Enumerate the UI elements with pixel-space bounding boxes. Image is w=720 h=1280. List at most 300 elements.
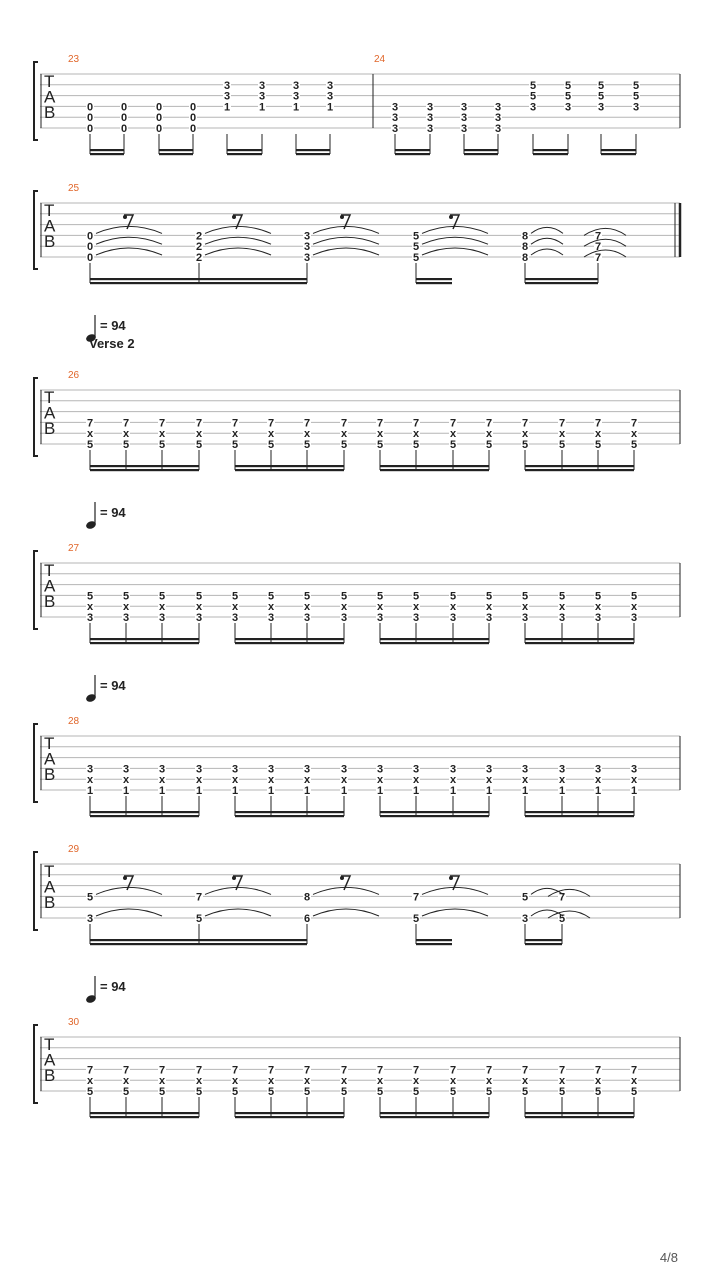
fret-number: 3 bbox=[86, 612, 94, 624]
fret-number: x bbox=[376, 1075, 384, 1088]
fret-number: 5 bbox=[231, 590, 239, 603]
fret-number: 3 bbox=[376, 763, 384, 776]
fret-number: 3 bbox=[485, 763, 493, 776]
tab-system bbox=[34, 724, 680, 817]
rest-dot bbox=[123, 215, 127, 219]
tab-clef-letter: A bbox=[44, 576, 56, 596]
fret-number: 1 bbox=[258, 101, 266, 114]
fret-number: 5 bbox=[303, 439, 311, 451]
fret-number: x bbox=[267, 1075, 275, 1088]
fret-number: 5 bbox=[122, 590, 130, 603]
fret-number: 5 bbox=[485, 590, 493, 603]
fret-number: x bbox=[86, 774, 94, 787]
tie-slur bbox=[205, 909, 271, 916]
fret-number: 5 bbox=[158, 590, 166, 603]
tie-slur bbox=[548, 889, 590, 896]
beam bbox=[159, 149, 193, 151]
beam bbox=[235, 469, 344, 471]
fret-number: 7 bbox=[340, 417, 348, 430]
measure-number: 23 bbox=[68, 54, 80, 65]
fret-number: x bbox=[630, 601, 638, 614]
fret-number: 3 bbox=[391, 123, 399, 135]
rest-dot bbox=[232, 215, 236, 219]
fret-number: x bbox=[594, 774, 602, 787]
fret-number: 5 bbox=[122, 439, 130, 451]
fret-number: 7 bbox=[195, 417, 203, 430]
fret-number: x bbox=[231, 1075, 239, 1088]
fret-number: 8 bbox=[521, 241, 529, 254]
tie-slur bbox=[422, 237, 488, 244]
system-bracket bbox=[34, 724, 38, 802]
fret-number: 5 bbox=[412, 230, 420, 243]
fret-number: 5 bbox=[267, 590, 275, 603]
fret-number: x bbox=[158, 1075, 166, 1088]
fret-number: 7 bbox=[231, 1064, 239, 1077]
tab-system bbox=[34, 378, 680, 471]
fret-number: 5 bbox=[86, 590, 94, 603]
measure-number: 24 bbox=[374, 54, 386, 65]
fret-number: 3 bbox=[391, 101, 399, 114]
fret-number: 2 bbox=[195, 241, 203, 254]
fret-number: x bbox=[86, 428, 94, 441]
fret-number: x bbox=[594, 1075, 602, 1088]
beam bbox=[380, 1116, 489, 1118]
fret-number: 7 bbox=[303, 1064, 311, 1077]
tab-clef-letter: A bbox=[44, 1050, 56, 1070]
fret-number: 5 bbox=[231, 1086, 239, 1098]
fret-number: x bbox=[340, 1075, 348, 1088]
beam bbox=[380, 815, 489, 817]
tab-clef-letter: A bbox=[44, 403, 56, 423]
fret-number: x bbox=[86, 1075, 94, 1088]
beam bbox=[525, 943, 562, 945]
tie-slur bbox=[205, 887, 271, 894]
tab-clef-letter: B bbox=[44, 765, 56, 784]
fret-number: 7 bbox=[376, 417, 384, 430]
fret-number: 5 bbox=[485, 439, 493, 451]
tempo-mark bbox=[85, 976, 97, 1004]
fret-number: 3 bbox=[521, 612, 529, 624]
fret-number: 3 bbox=[376, 612, 384, 624]
fret-number: 7 bbox=[303, 417, 311, 430]
fret-number: 3 bbox=[195, 612, 203, 624]
fret-number: 1 bbox=[449, 785, 457, 797]
fret-number: 1 bbox=[231, 785, 239, 797]
fret-number: 3 bbox=[485, 612, 493, 624]
fret-number: 7 bbox=[340, 1064, 348, 1077]
tie-slur bbox=[422, 909, 488, 916]
fret-number: x bbox=[158, 774, 166, 787]
fret-number: 3 bbox=[558, 763, 566, 776]
fret-number: x bbox=[412, 1075, 420, 1088]
fret-number: x bbox=[449, 428, 457, 441]
tie-slur bbox=[313, 887, 379, 894]
fret-number: x bbox=[558, 601, 566, 614]
fret-number: x bbox=[485, 774, 493, 787]
fret-number: 1 bbox=[223, 101, 231, 114]
fret-number: 3 bbox=[630, 763, 638, 776]
fret-number: 7 bbox=[122, 1064, 130, 1077]
fret-number: 1 bbox=[412, 785, 420, 797]
fret-number: 7 bbox=[267, 1064, 275, 1077]
fret-number: 5 bbox=[630, 439, 638, 451]
fret-number: x bbox=[558, 1075, 566, 1088]
fret-number: 1 bbox=[594, 785, 602, 797]
fret-number: 5 bbox=[521, 891, 529, 904]
fret-number: 3 bbox=[267, 763, 275, 776]
tie-slur bbox=[422, 248, 488, 255]
fret-number: 3 bbox=[158, 763, 166, 776]
fret-number: 5 bbox=[412, 590, 420, 603]
system-bracket bbox=[34, 551, 38, 629]
fret-number: 1 bbox=[86, 785, 94, 797]
fret-number: x bbox=[485, 428, 493, 441]
fret-number: 3 bbox=[326, 79, 334, 92]
fret-number: 7 bbox=[195, 891, 203, 904]
beam bbox=[464, 149, 498, 151]
fret-number: 5 bbox=[597, 90, 605, 103]
fret-number: x bbox=[340, 774, 348, 787]
tempo-mark bbox=[85, 675, 97, 703]
fret-number: 3 bbox=[426, 123, 434, 135]
fret-number: 3 bbox=[564, 101, 572, 114]
beam bbox=[90, 815, 199, 817]
tie-slur bbox=[96, 909, 162, 916]
beam bbox=[525, 642, 634, 644]
fret-number: 0 bbox=[120, 123, 128, 135]
tab-clef-letter: B bbox=[44, 232, 56, 251]
fret-number: 7 bbox=[267, 417, 275, 430]
fret-number: 5 bbox=[412, 241, 420, 254]
fret-number: 5 bbox=[267, 1086, 275, 1098]
rest-dot bbox=[449, 215, 453, 219]
fret-number: 0 bbox=[86, 241, 94, 254]
fret-number: 0 bbox=[120, 101, 128, 114]
fret-number: 5 bbox=[412, 439, 420, 451]
beam bbox=[601, 149, 636, 151]
fret-number: 5 bbox=[630, 1086, 638, 1098]
fret-number: 7 bbox=[594, 230, 602, 243]
fret-number: 5 bbox=[558, 1086, 566, 1098]
fret-number: x bbox=[122, 601, 130, 614]
fret-number: 5 bbox=[86, 439, 94, 451]
fret-number: 1 bbox=[158, 785, 166, 797]
measure-number: 29 bbox=[68, 844, 80, 855]
fret-number: 5 bbox=[340, 1086, 348, 1098]
fret-number: 5 bbox=[303, 1086, 311, 1098]
tie-slur bbox=[96, 887, 162, 894]
system-bracket bbox=[34, 378, 38, 456]
fret-number: 3 bbox=[303, 763, 311, 776]
beam bbox=[525, 1116, 634, 1118]
fret-number: 3 bbox=[449, 612, 457, 624]
tie-slur bbox=[205, 226, 271, 233]
beam bbox=[525, 465, 634, 467]
fret-number: 7 bbox=[558, 417, 566, 430]
fret-number: 0 bbox=[86, 252, 94, 264]
fret-number: 0 bbox=[86, 101, 94, 114]
beam bbox=[533, 153, 568, 155]
fret-number: 3 bbox=[303, 612, 311, 624]
beam bbox=[296, 153, 330, 155]
beam bbox=[525, 469, 634, 471]
tie-slur bbox=[96, 226, 162, 233]
fret-number: 3 bbox=[460, 112, 468, 125]
measure-number: 27 bbox=[68, 543, 80, 554]
fret-number: 5 bbox=[376, 439, 384, 451]
beam bbox=[90, 943, 307, 945]
fret-number: x bbox=[376, 428, 384, 441]
tab-clef-letter: A bbox=[44, 216, 56, 236]
fret-number: 3 bbox=[292, 79, 300, 92]
fret-number: x bbox=[449, 774, 457, 787]
fret-number: x bbox=[86, 601, 94, 614]
fret-number: 5 bbox=[231, 439, 239, 451]
fret-number: x bbox=[303, 1075, 311, 1088]
fret-number: 3 bbox=[258, 90, 266, 103]
fret-number: 8 bbox=[303, 891, 311, 904]
fret-number: x bbox=[558, 774, 566, 787]
fret-number: 7 bbox=[86, 1064, 94, 1077]
fret-number: 1 bbox=[630, 785, 638, 797]
fret-number: 5 bbox=[632, 90, 640, 103]
tab-clef-letter: T bbox=[44, 734, 55, 753]
fret-number: 0 bbox=[120, 112, 128, 125]
fret-number: 7 bbox=[630, 417, 638, 430]
tab-clef-letter: B bbox=[44, 1066, 56, 1085]
fret-number: 7 bbox=[158, 1064, 166, 1077]
fret-number: 3 bbox=[594, 763, 602, 776]
fret-number: 6 bbox=[303, 913, 311, 925]
fret-number: x bbox=[521, 1075, 529, 1088]
fret-number: x bbox=[122, 428, 130, 441]
fret-number: 1 bbox=[292, 101, 300, 114]
beam bbox=[416, 943, 452, 945]
fret-number: x bbox=[303, 428, 311, 441]
fret-number: 5 bbox=[449, 590, 457, 603]
tab-clef-letter: T bbox=[44, 561, 55, 580]
fret-number: x bbox=[594, 601, 602, 614]
beam bbox=[416, 939, 452, 941]
tie-slur bbox=[313, 237, 379, 244]
fret-number: 7 bbox=[412, 417, 420, 430]
fret-number: 5 bbox=[340, 590, 348, 603]
beam bbox=[235, 642, 344, 644]
page-number: 4/8 bbox=[659, 1250, 678, 1265]
fret-number: 7 bbox=[558, 891, 566, 904]
tie-slur bbox=[584, 250, 626, 257]
fret-number: 2 bbox=[195, 252, 203, 264]
fret-number: x bbox=[195, 1075, 203, 1088]
fret-number: x bbox=[303, 601, 311, 614]
fret-number: 3 bbox=[494, 101, 502, 114]
tie-slur bbox=[584, 239, 626, 246]
beam bbox=[90, 811, 199, 813]
beam bbox=[235, 1116, 344, 1118]
tab-clef-letter: T bbox=[44, 862, 55, 881]
beam bbox=[90, 642, 199, 644]
beam bbox=[235, 1112, 344, 1114]
tempo-value: = 94 bbox=[100, 505, 126, 520]
fret-number: 5 bbox=[558, 439, 566, 451]
fret-number: x bbox=[485, 1075, 493, 1088]
fret-number: x bbox=[630, 774, 638, 787]
fret-number: 5 bbox=[195, 1086, 203, 1098]
beam bbox=[464, 153, 498, 155]
fret-number: 5 bbox=[303, 590, 311, 603]
fret-number: 3 bbox=[597, 101, 605, 114]
measure-number: 25 bbox=[68, 183, 80, 194]
fret-number: 7 bbox=[630, 1064, 638, 1077]
fret-number: 5 bbox=[529, 90, 537, 103]
fret-number: 3 bbox=[391, 112, 399, 125]
tie-slur bbox=[313, 226, 379, 233]
tie-slur bbox=[422, 226, 488, 233]
fret-number: 2 bbox=[195, 230, 203, 243]
fret-number: 3 bbox=[632, 101, 640, 114]
tie-slur bbox=[584, 228, 626, 235]
fret-number: 5 bbox=[521, 439, 529, 451]
fret-number: 7 bbox=[86, 417, 94, 430]
fret-number: 3 bbox=[86, 913, 94, 925]
fret-number: 1 bbox=[326, 101, 334, 114]
fret-number: 1 bbox=[267, 785, 275, 797]
fret-number: 3 bbox=[340, 612, 348, 624]
fret-number: 1 bbox=[521, 785, 529, 797]
beam bbox=[380, 469, 489, 471]
fret-number: 5 bbox=[630, 590, 638, 603]
fret-number: x bbox=[231, 774, 239, 787]
fret-number: x bbox=[195, 428, 203, 441]
fret-number: 5 bbox=[195, 913, 203, 925]
fret-number: x bbox=[412, 428, 420, 441]
fret-number: 3 bbox=[449, 763, 457, 776]
beam bbox=[235, 638, 344, 640]
tie-slur bbox=[313, 248, 379, 255]
fret-number: 3 bbox=[529, 101, 537, 114]
beam bbox=[296, 149, 330, 151]
fret-number: x bbox=[340, 428, 348, 441]
tie-slur bbox=[96, 248, 162, 255]
tab-system bbox=[34, 1025, 680, 1118]
rest-dot bbox=[123, 876, 127, 880]
fret-number: 3 bbox=[267, 612, 275, 624]
fret-number: 5 bbox=[158, 1086, 166, 1098]
fret-number: 3 bbox=[460, 101, 468, 114]
fret-number: 5 bbox=[122, 1086, 130, 1098]
fret-number: 3 bbox=[340, 763, 348, 776]
fret-number: 5 bbox=[412, 913, 420, 925]
tab-system bbox=[34, 62, 680, 155]
beam bbox=[525, 811, 634, 813]
fret-number: 5 bbox=[558, 913, 566, 925]
rest-dot bbox=[449, 876, 453, 880]
beam bbox=[90, 1116, 199, 1118]
fret-number: 3 bbox=[303, 252, 311, 264]
tab-clef-letter: B bbox=[44, 893, 56, 912]
tab-clef-letter: T bbox=[44, 72, 55, 91]
fret-number: 3 bbox=[292, 90, 300, 103]
beam bbox=[525, 282, 598, 284]
beam bbox=[395, 153, 430, 155]
beam bbox=[525, 1112, 634, 1114]
tempo-value: = 94 bbox=[100, 318, 126, 333]
rest-dot bbox=[232, 876, 236, 880]
fret-number: 1 bbox=[303, 785, 311, 797]
fret-number: 1 bbox=[195, 785, 203, 797]
fret-number: 3 bbox=[426, 112, 434, 125]
fret-number: 0 bbox=[189, 101, 197, 114]
fret-number: 7 bbox=[449, 417, 457, 430]
system-bracket bbox=[34, 852, 38, 930]
fret-number: 0 bbox=[86, 123, 94, 135]
section-label: Verse 2 bbox=[89, 336, 135, 351]
beam bbox=[90, 149, 124, 151]
beam bbox=[90, 1112, 199, 1114]
fret-number: 7 bbox=[594, 1064, 602, 1077]
fret-number: 5 bbox=[521, 1086, 529, 1098]
fret-number: 3 bbox=[122, 612, 130, 624]
beam bbox=[90, 469, 199, 471]
beam bbox=[227, 149, 262, 151]
beam bbox=[235, 465, 344, 467]
fret-number: x bbox=[594, 428, 602, 441]
beam bbox=[90, 278, 307, 280]
fret-number: 0 bbox=[155, 112, 163, 125]
fret-number: x bbox=[376, 601, 384, 614]
fret-number: 0 bbox=[155, 123, 163, 135]
beam bbox=[90, 939, 307, 941]
fret-number: 5 bbox=[412, 1086, 420, 1098]
fret-number: x bbox=[231, 601, 239, 614]
fret-number: 8 bbox=[521, 230, 529, 243]
fret-number: 7 bbox=[449, 1064, 457, 1077]
fret-number: 5 bbox=[376, 1086, 384, 1098]
fret-number: 0 bbox=[189, 112, 197, 125]
fret-number: 3 bbox=[158, 612, 166, 624]
tempo-value: = 94 bbox=[100, 678, 126, 693]
fret-number: x bbox=[449, 1075, 457, 1088]
fret-number: 3 bbox=[122, 763, 130, 776]
beam bbox=[525, 638, 634, 640]
fret-number: 5 bbox=[564, 79, 572, 92]
fret-number: x bbox=[521, 428, 529, 441]
tab-system bbox=[34, 191, 680, 284]
fret-number: 5 bbox=[597, 79, 605, 92]
fret-number: x bbox=[630, 428, 638, 441]
fret-number: 8 bbox=[521, 252, 529, 264]
fret-number: x bbox=[412, 774, 420, 787]
fret-number: 7 bbox=[594, 252, 602, 264]
tempo-value: = 94 bbox=[100, 979, 126, 994]
fret-number: 7 bbox=[412, 1064, 420, 1077]
beam bbox=[90, 638, 199, 640]
fret-number: 7 bbox=[594, 241, 602, 254]
fret-number: 1 bbox=[485, 785, 493, 797]
system-bracket bbox=[34, 1025, 38, 1103]
tab-clef-letter: T bbox=[44, 388, 55, 407]
fret-number: 3 bbox=[231, 612, 239, 624]
system-bracket bbox=[34, 191, 38, 269]
fret-number: x bbox=[412, 601, 420, 614]
fret-number: 3 bbox=[494, 123, 502, 135]
fret-number: 5 bbox=[195, 439, 203, 451]
tab-clef-letter: B bbox=[44, 103, 56, 122]
fret-number: x bbox=[195, 601, 203, 614]
fret-number: 5 bbox=[449, 1086, 457, 1098]
beam bbox=[380, 642, 489, 644]
fret-number: 3 bbox=[460, 123, 468, 135]
